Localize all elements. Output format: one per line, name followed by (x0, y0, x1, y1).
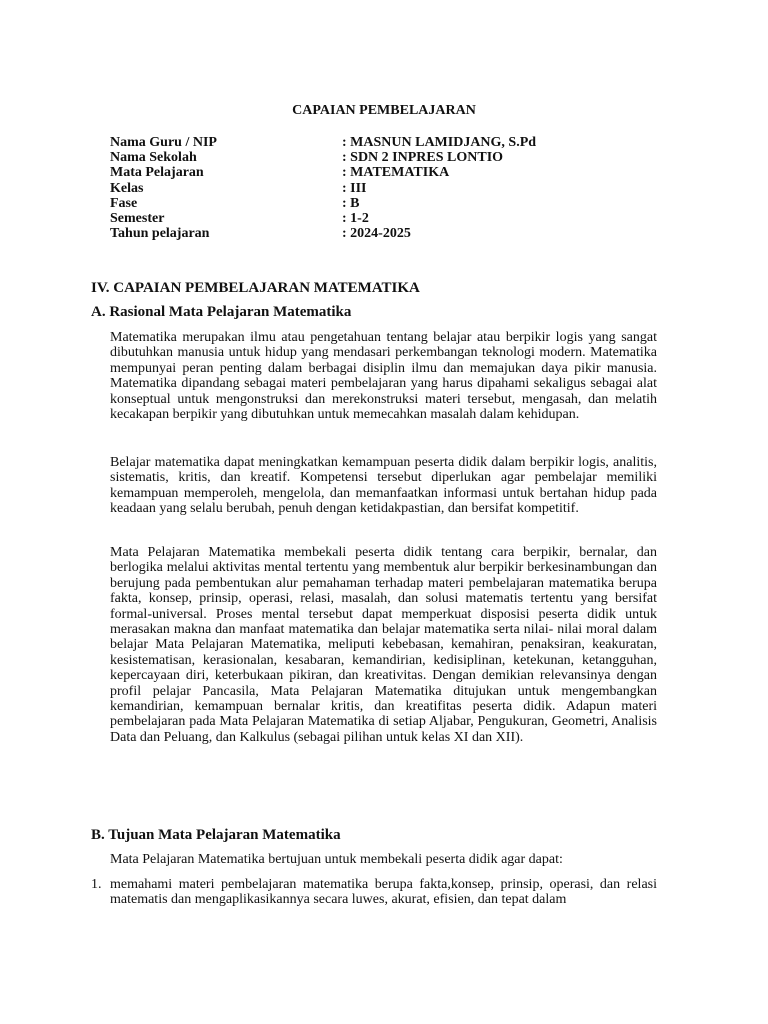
info-row-school (110, 150, 536, 165)
info-value: : 2024-2025 (342, 226, 411, 242)
section-heading: IV. CAPAIAN PEMBELAJARAN MATEMATIKA (91, 280, 420, 296)
info-value: : B (342, 195, 360, 211)
info-row-semester (110, 211, 536, 226)
list-number: 1. (91, 877, 102, 892)
info-label: Tahun pelajaran (110, 226, 210, 242)
subsection-heading-b: B. Tujuan Mata Pelajaran Matematika (91, 827, 341, 843)
info-label: Fase (110, 195, 138, 211)
info-label: Nama Guru / NIP (110, 135, 217, 150)
paragraph-rationale-2: Belajar matematika dapat meningkatkan kemampuan peserta didik dalam berpikir logis, analitis, sistematis, kritis, dan kreatif. Kompetensi tersebut diperlukan agar pembelajar memiliki kemampuan memperoleh, mengelola, dan memanfaatkan informasi untuk bertahan hidup pada keadaan yang selalu berubah, penuh dengan ketidakpastian, dan bersifat kompetitif. (110, 455, 657, 517)
info-value: : MATEMATIKA (342, 165, 450, 181)
info-row-class (110, 181, 536, 196)
info-label: Mata Pelajaran (110, 165, 204, 181)
paragraph-rationale-1: Matematika merupakan ilmu atau pengetahuan tentang belajar atau berpikir logis yang sangat dibutuhkan manusia untuk hidup yang mendasari perkembangan teknologi modern. Matematika mempunyai peran penting dalam berbagai disiplin ilmu dan memajukan daya pikir manusia. Matematika dipandang sebagai materi pembelajaran yang harus dipahami sekaligus sebagai alat konseptual untuk mengonstruksi dan merekonstruksi materi tersebut, mengasah, dan melatih kecakapan berpikir yang dibutuhkan untuk memecahkan masalah dalam kehidupan. (110, 330, 657, 423)
info-value: : 1-2 (342, 211, 369, 227)
info-label: Nama Sekolah (110, 150, 197, 166)
subsection-heading-a: A. Rasional Mata Pelajaran Matematika (91, 304, 352, 320)
paragraph-rationale-3: Mata Pelajaran Matematika membekali peserta didik tentang cara berpikir, bernalar, dan berlogika melalui aktivitas mental tertentu yang membentuk alur berpikir berkesinambungan dan berujung pada pembentukan alur pemahaman terhadap materi pembelajaran matematika berupa fakta, konsep, prinsip, operasi, relasi, masalah, dan solusi matematis tertentu yang bersifat formal-universal. Proses mental tersebut dapat memperkuat disposisi peserta didik untuk merasakan makna dan manfaat matematika dan belajar matematika serta nilai- nilai moral dalam belajar Mata Pelajaran Matematika, meliputi kebebasan, kemahiran, penaksiran, keakuratan, kesistematisan, kerasionalan, kesabaran, kemandirian, kedisiplinan, ketekunan, ketangguhan, kepercayaan diri, keterbukaan pikiran, dan kreativitas. Dengan demikian relevansinya dengan profil pelajar Pancasila, Mata Pelajaran Matematika ditujukan untuk mengembangkan kemandirian, kemampuan bernalar kritis, dan kreatifitas peserta didik. Adapun materi pembelajaran pada Mata Pelajaran Matematika di setiap Aljabar, Pengukuran, Geometri, Analisis Data dan Peluang, dan Kalkulus (sebagai pilihan untuk kelas XI dan XII). (110, 545, 657, 745)
paragraph-goals-intro: Mata Pelajaran Matematika bertujuan untuk membekali peserta didik agar dapat: (110, 852, 563, 867)
identity-table (110, 135, 536, 241)
info-row-phase (110, 196, 536, 211)
info-value: : III (342, 180, 367, 196)
list-item (91, 877, 657, 908)
document-title: CAPAIAN PEMBELAJARAN (292, 103, 476, 118)
info-label: Kelas (110, 180, 144, 196)
info-row-teacher (110, 135, 536, 150)
info-label: Semester (110, 211, 165, 227)
list-text: memahami materi pembelajaran matematika berupa fakta,konsep, prinsip, operasi, dan relasi matematis dan mengaplikasikannya secara luwes, akurat, efisien, dan tepat dalam (110, 877, 657, 908)
info-value: : MASNUN LAMIDJANG, S.Pd (342, 135, 537, 150)
info-row-subject (110, 165, 536, 180)
info-row-year (110, 226, 536, 241)
info-value: : SDN 2 INPRES LONTIO (342, 150, 504, 166)
